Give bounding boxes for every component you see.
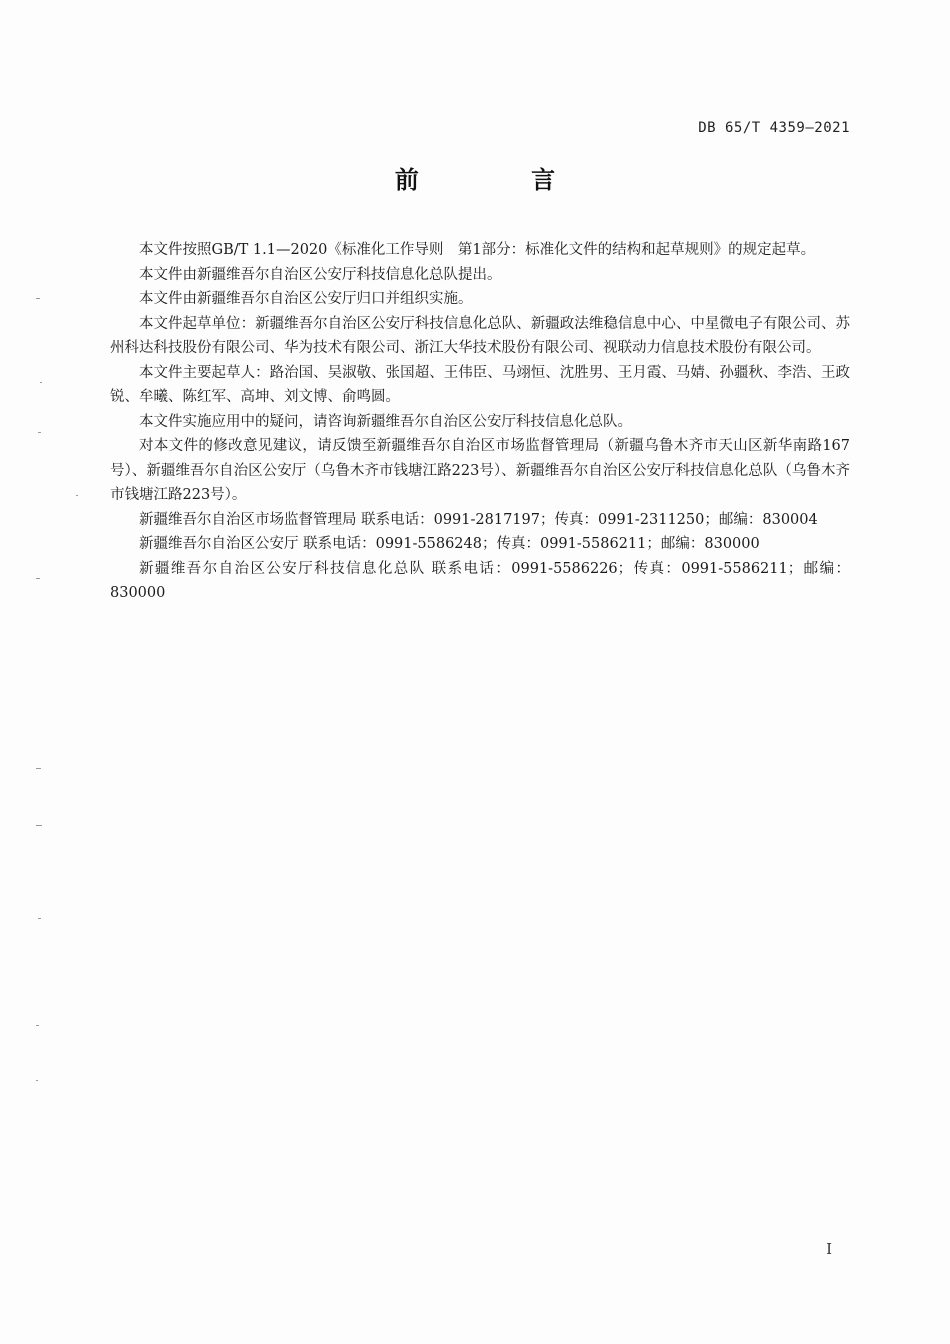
paragraph-drafting-basis: 本文件按照GB/T 1.1—2020《标准化工作导则 第1部分：标准化文件的结构和起草规则》的规定起草。 (139, 242, 816, 258)
scan-speck (38, 918, 41, 919)
paragraph-drafters: 本文件主要起草人：路治国、吴淑敬、张国超、王伟臣、马翊恒、沈胜男、王月霞、马婧、孙疆秋、李浩、王政锐、牟曦、陈红军、高坤、刘文博、俞鸣圆。 (110, 364, 850, 405)
page-number: I (826, 1240, 832, 1258)
paragraph-drafting-units: 本文件起草单位：新疆维吾尔自治区公安厅科技信息化总队、新疆政法维稳信息中心、中星微电子有限公司、苏州科达科技股份有限公司、华为技术有限公司、浙江大华技术股份有限公司、视联动力信息技术股份有限公司。 (110, 315, 850, 356)
paragraph-feedback: 对本文件的修改意见建议，请反馈至新疆维吾尔自治区市场监督管理局（新疆乌鲁木齐市天山区新华南路167号）、新疆维吾尔自治区公安厅（乌鲁木齐市钱塘江路223号）、新疆维吾尔自治区公安厅科技信息化总队（乌鲁木齐市钱塘江路223号）。 (110, 438, 850, 503)
scan-speck (36, 1025, 39, 1026)
contact-market-supervision: 新疆维吾尔自治区市场监督管理局 联系电话：0991-2817197；传真：0991-2311250；邮编：830004 (139, 511, 818, 528)
contact-public-security: 新疆维吾尔自治区公安厅 联系电话：0991-5586248；传真：0991-5586211；邮编：830000 (139, 536, 760, 552)
foreword-body (110, 238, 850, 606)
contact-tech-corps: 新疆维吾尔自治区公安厅科技信息化总队 联系电话：0991-5586226；传真：0991-5586211；邮编：830000 (110, 560, 850, 601)
paragraph-proposer: 本文件由新疆维吾尔自治区公安厅科技信息化总队提出。 (139, 266, 502, 283)
scan-speck (76, 495, 78, 496)
scan-speck (36, 768, 41, 769)
scan-speck (36, 578, 40, 579)
paragraph-administrator: 本文件由新疆维吾尔自治区公安厅归口并组织实施。 (139, 291, 473, 307)
scan-speck (40, 382, 42, 383)
paragraph-inquiries: 本文件实施应用中的疑问，请咨询新疆维吾尔自治区公安厅科技信息化总队。 (139, 413, 632, 430)
scan-speck (38, 432, 41, 433)
page-title: 前 言 (394, 166, 608, 194)
scan-speck (36, 298, 40, 299)
scan-speck (36, 825, 42, 826)
document-code: DB 65/T 4359—2021 (698, 120, 850, 136)
scan-speck (36, 1080, 38, 1081)
